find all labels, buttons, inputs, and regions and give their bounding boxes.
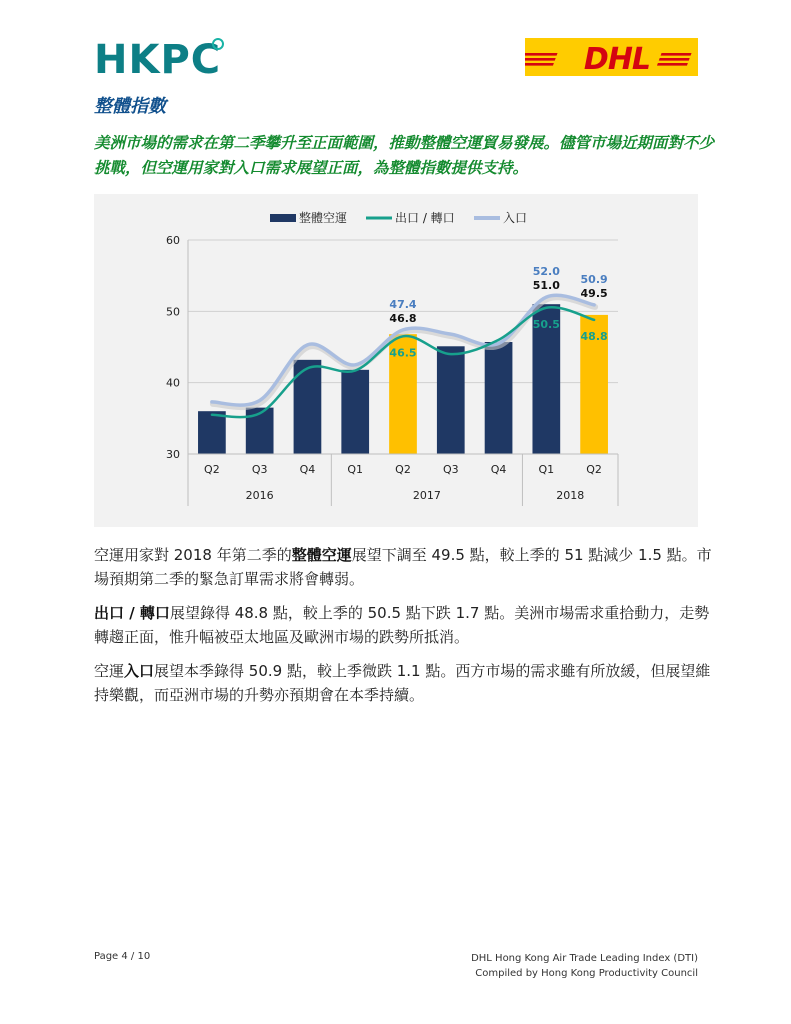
x-tick-label-7: Q1 <box>538 463 555 476</box>
bar-0 <box>198 411 226 454</box>
data-label-8-50.9: 50.9 <box>580 272 608 286</box>
hkpc-logo <box>94 38 234 86</box>
footer-line-2: Compiled by Hong Kong Productivity Council <box>475 968 698 979</box>
data-label-8-48.8: 48.8 <box>580 329 608 343</box>
dhl-logo-text: DHL <box>583 42 651 76</box>
page-number: Page 4 / 10 <box>94 951 151 962</box>
legend-swatch-0 <box>270 214 296 222</box>
bar-5 <box>437 346 465 454</box>
x-tick-label-6: Q4 <box>490 463 507 476</box>
x-tick-label-0: Q2 <box>204 463 220 476</box>
data-label-7-52.0: 52.0 <box>532 265 560 279</box>
x-tick-label-2: Q4 <box>299 463 316 476</box>
section-title: 整體指數 <box>94 96 166 117</box>
data-label-8-49.5: 49.5 <box>580 286 608 300</box>
x-tick-label-3: Q1 <box>347 463 364 476</box>
y-tick-label: 40 <box>166 376 180 390</box>
data-label-4-47.4: 47.4 <box>389 297 417 311</box>
dhl-logo <box>525 38 698 76</box>
intro-text: 美洲市場的需求在第二季攀升至正面範圍，推動整體空運貿易發展。儘管市場近期面對不少挑戰，但空運用家對入口需求展望正面，為整體指數提供支持。 <box>94 134 715 177</box>
x-tick-label-1: Q3 <box>251 463 268 476</box>
dti-chart-svg <box>94 194 698 527</box>
x-tick-label-4: Q2 <box>395 463 411 476</box>
paragraph-export <box>94 601 719 649</box>
data-label-7-50.5: 50.5 <box>532 317 560 331</box>
paragraph-overall <box>94 543 719 591</box>
bar-3 <box>341 370 369 454</box>
paragraph-export-bold: 出口 / 轉口 <box>94 604 170 622</box>
year-label-2018: 2018 <box>556 489 585 502</box>
footer-line-1: DHL Hong Kong Air Trade Leading Index (DTI) <box>471 953 698 964</box>
hkpc-logo-mark-icon <box>212 38 224 50</box>
paragraph-overall-bold: 整體空運 <box>291 546 352 564</box>
paragraph-import-post: 展望本季錄得 50.9 點，較上季微跌 1.1 點。西方市場的需求雖有所放緩，但展望維持樂觀，而亞洲市場的升勢亦預期會在本季持續。 <box>94 662 711 704</box>
paragraph-overall-post: 展望下調至 49.5 點，較上季的 51 點減少 1.5 點。市場預期第二季的緊急訂單需求將會轉弱。 <box>94 546 712 588</box>
legend-label-0: 整體空運 <box>299 211 348 225</box>
y-tick-label: 60 <box>166 234 180 247</box>
paragraph-import <box>94 659 719 707</box>
footer-credits <box>471 951 698 981</box>
bar-6 <box>485 342 513 454</box>
y-tick-label: 50 <box>166 305 180 319</box>
legend-label-1: 出口 / 轉口 <box>395 211 455 225</box>
paragraph-overall-pre: 空運用家對 2018 年第二季的 <box>94 546 292 564</box>
paragraph-import-pre: 空運 <box>94 662 125 680</box>
data-label-4-46.8: 46.8 <box>389 311 417 325</box>
y-tick-label: 30 <box>166 448 180 461</box>
x-tick-label-5: Q3 <box>442 463 459 476</box>
paragraph-import-bold: 入口 <box>124 662 155 680</box>
dti-chart <box>94 194 698 527</box>
dhl-logo-graphic <box>525 38 698 76</box>
data-label-4-46.5: 46.5 <box>389 346 417 360</box>
legend-label-2: 入口 <box>503 211 528 225</box>
data-label-7-51.0: 51.0 <box>532 279 560 293</box>
year-label-2017: 2017 <box>412 489 441 502</box>
x-tick-label-8: Q2 <box>586 463 602 476</box>
year-label-2016: 2016 <box>245 489 274 502</box>
hkpc-logo-text: HKPC <box>94 37 222 83</box>
paragraph-export-post: 展望錄得 48.8 點，較上季的 50.5 點下跌 1.7 點。美洲市場需求重拾動力，走勢轉趨正面，惟升幅被亞太地區及歐洲市場的跌勢所抵消。 <box>94 604 710 646</box>
